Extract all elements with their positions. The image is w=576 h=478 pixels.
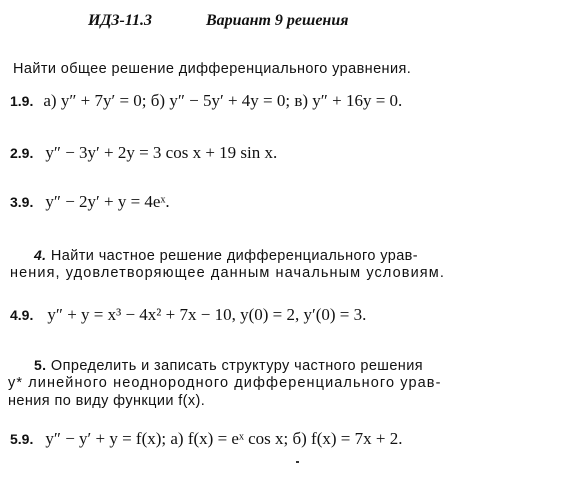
problem-5-9 bbox=[10, 430, 402, 448]
instruction-text: Определить и записать структуру частного решения bbox=[50, 358, 423, 374]
section-number: 5. bbox=[34, 357, 47, 373]
problem-2-9 bbox=[10, 144, 277, 162]
section-number: 4. bbox=[34, 247, 47, 263]
problem-equation: y″ − y′ + y = f(x); а) f(x) = eˣ cos x; б) f(x) = 7x + 2. bbox=[45, 429, 403, 448]
problem-4-9 bbox=[10, 306, 366, 324]
variant-title: Вариант 9 решения bbox=[206, 12, 349, 29]
section1-instruction: Найти общее решение дифференциального уравнения. bbox=[13, 61, 412, 77]
problem-number: 5.9. bbox=[10, 431, 34, 447]
problem-number: 2.9. bbox=[10, 145, 34, 161]
problem-equation: y″ − 2y′ + y = 4eˣ. bbox=[45, 192, 170, 211]
problem-equation: y″ − 3y′ + 2y = 3 cos x + 19 sin x. bbox=[45, 143, 278, 162]
section4-instruction-line2: нения, удовлетворяющее данным начальным условиям. bbox=[10, 265, 445, 281]
problem-number: 1.9. bbox=[10, 93, 34, 109]
section5-instruction-line2: y* линейного неоднородного дифференциального урав- bbox=[8, 375, 442, 391]
problem-equation: y″ + y = x³ − 4x² + 7x − 10, y(0) = 2, y′(0) = 3. bbox=[47, 305, 367, 324]
assignment-code: ИДЗ-11.3 bbox=[88, 12, 152, 29]
problem-equation: а) y″ + 7y′ = 0; б) y″ − 5y′ + 4y = 0; в) y″ + 16y = 0. bbox=[43, 91, 403, 110]
problem-number: 3.9. bbox=[10, 194, 34, 210]
problem-1-9 bbox=[10, 92, 402, 110]
section5-instruction-line3: нения по виду функции f(x). bbox=[8, 393, 206, 409]
scan-speck bbox=[296, 461, 299, 463]
problem-3-9 bbox=[10, 193, 170, 211]
instruction-text: Найти частное решение дифференциального урав- bbox=[50, 248, 419, 264]
section5-instruction-line1 bbox=[34, 358, 423, 374]
problem-number: 4.9. bbox=[10, 307, 34, 323]
section4-instruction-line1 bbox=[34, 248, 418, 264]
